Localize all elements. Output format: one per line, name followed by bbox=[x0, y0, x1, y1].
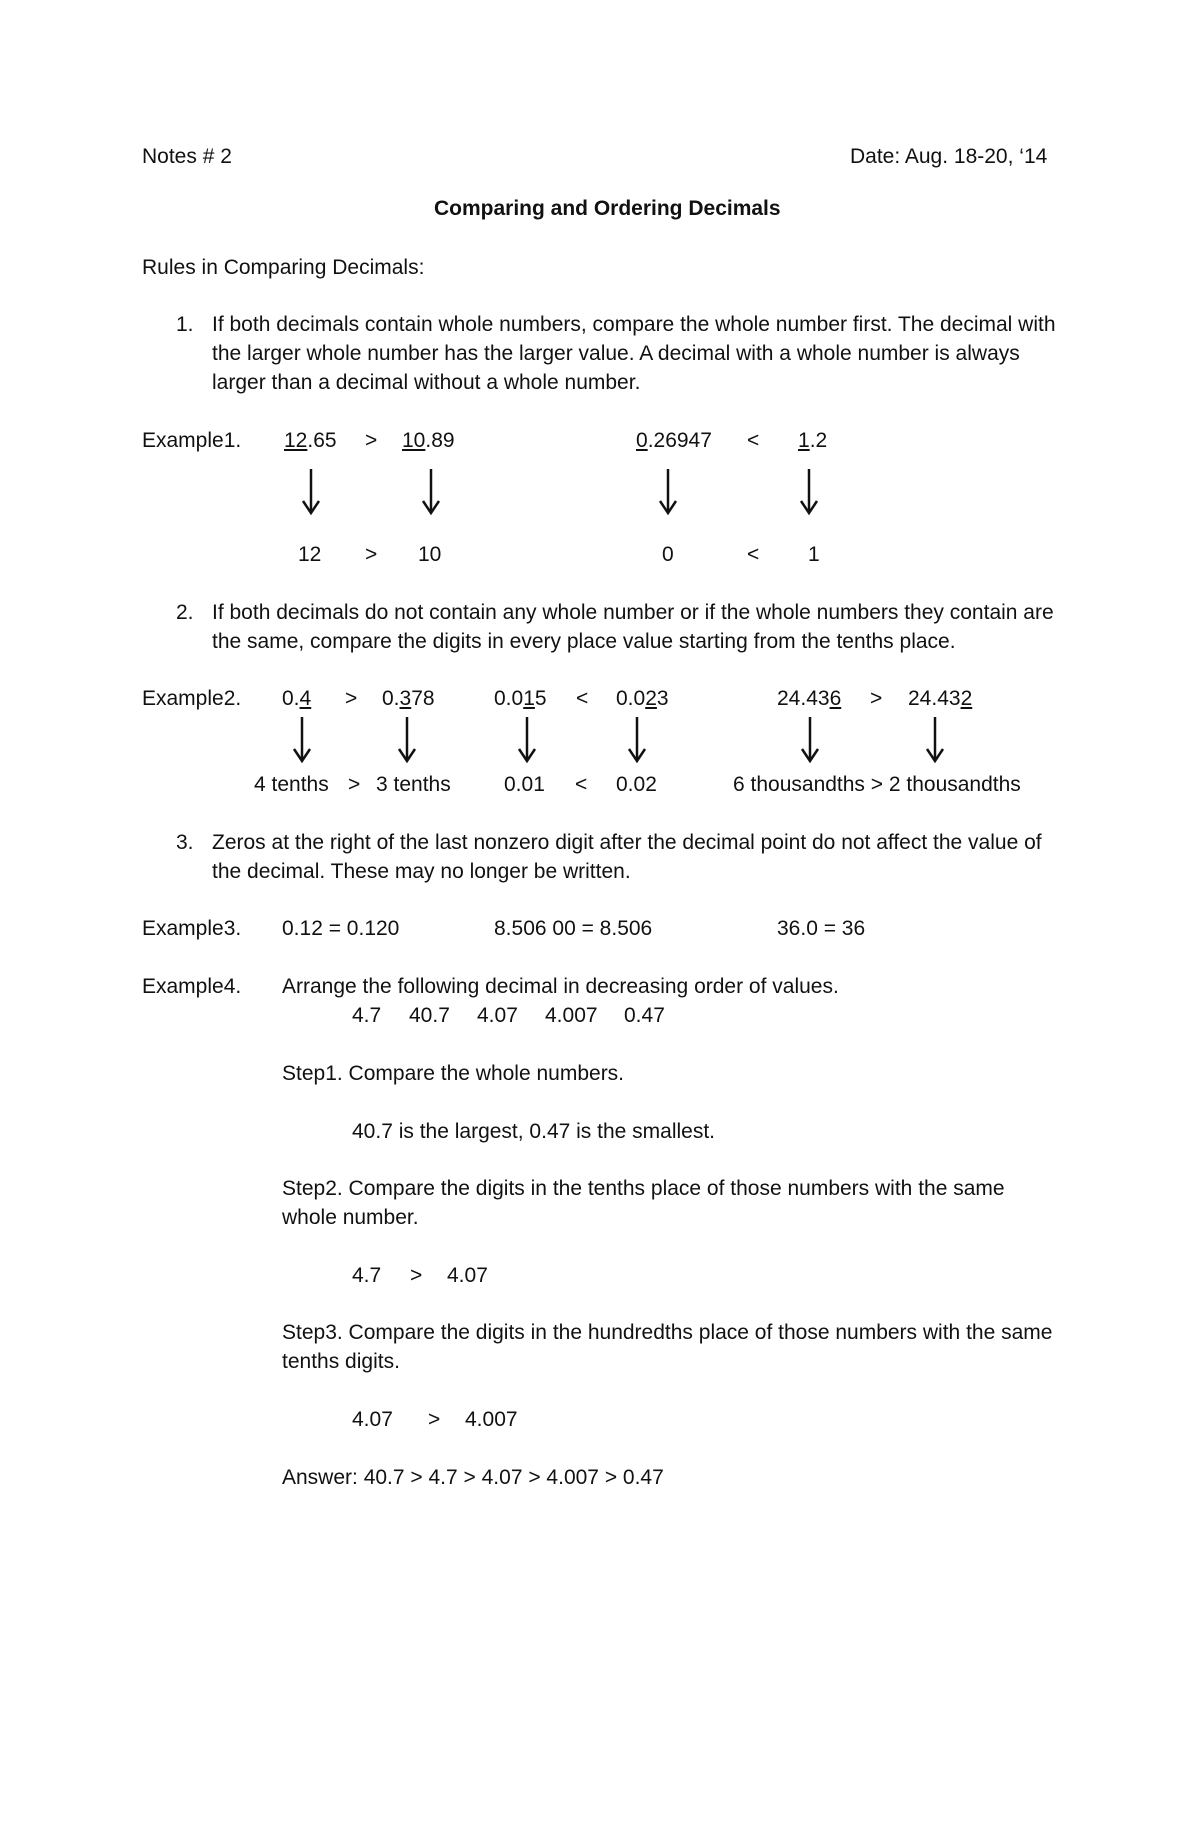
rule-1-text: If both decimals contain whole numbers, compare the whole number first. The decimal with the larger whole number has the larger value. A decimal with a whole number is always larger than a decimal without a whole number. bbox=[212, 313, 1056, 394]
example-2-decimal-d: 0.023 bbox=[616, 687, 669, 710]
rule-3-number: 3. bbox=[176, 831, 194, 854]
example-2-result-operator-2: < bbox=[575, 773, 588, 796]
example-1-decimal-d: 1.2 bbox=[798, 429, 828, 452]
down-arrow-icon bbox=[292, 715, 312, 765]
underlined-digit: 1 bbox=[798, 429, 810, 452]
example-1-operator-1: > bbox=[365, 429, 378, 452]
example-3-equation-3: 36.0 = 36 bbox=[777, 917, 866, 940]
example-4-number: 0.47 bbox=[624, 1004, 665, 1027]
example-1-result-3: 0 bbox=[662, 543, 674, 566]
step-3-value-b: 4.007 bbox=[465, 1408, 518, 1431]
example-4-number: 40.7 bbox=[409, 1004, 450, 1027]
example-2-result-1: 4 tenths bbox=[254, 773, 329, 796]
example-1-result-2: 10 bbox=[418, 543, 442, 566]
underlined-digit: 12 bbox=[284, 429, 308, 452]
down-arrow-icon bbox=[397, 715, 417, 765]
example-3-label: Example3. bbox=[142, 917, 242, 940]
answer-text: Answer: 40.7 > 4.7 > 4.07 > 4.007 > 0.47 bbox=[282, 1466, 664, 1489]
example-2-result-4: 0.02 bbox=[616, 773, 657, 796]
down-arrow-icon bbox=[925, 715, 945, 765]
example-1-result-4: 1 bbox=[808, 543, 820, 566]
notes-date: Date: Aug. 18-20, ‘14 bbox=[850, 145, 1048, 168]
underlined-digit: 10 bbox=[402, 429, 426, 452]
example-2-decimal-a: 0.4 bbox=[282, 687, 312, 710]
example-2-result-operator-1: > bbox=[348, 773, 361, 796]
example-2-decimal-f: 24.432 bbox=[908, 687, 973, 710]
step-1-result: 40.7 is the largest, 0.47 is the smallest. bbox=[352, 1120, 716, 1143]
example-1-decimal-a: 12.65 bbox=[284, 429, 337, 452]
down-arrow-icon bbox=[301, 467, 321, 517]
underlined-digit: 6 bbox=[829, 687, 842, 710]
rule-2-number: 2. bbox=[176, 601, 194, 624]
underlined-digit: 2 bbox=[645, 687, 657, 710]
step-3-operator: > bbox=[428, 1408, 441, 1431]
step-2-text: Step2. Compare the digits in the tenths place of those numbers with the same whole number. bbox=[282, 1177, 1005, 1229]
example-1-label: Example1. bbox=[142, 429, 242, 452]
example-4-number: 4.7 bbox=[352, 1004, 382, 1027]
rule-3-text: Zeros at the right of the last nonzero digit after the decimal point do not affect the value of the decimal. These may no longer be written. bbox=[212, 831, 1042, 883]
rule-2-text: If both decimals do not contain any whole number or if the whole numbers they contain are the same, compare the digits in every place value starting from the tenths place. bbox=[212, 601, 1054, 653]
underlined-digit: 4 bbox=[299, 687, 312, 710]
example-1-result-operator-2: < bbox=[747, 543, 760, 566]
step-1-text: Step1. Compare the whole numbers. bbox=[282, 1062, 625, 1085]
step-2-operator: > bbox=[410, 1264, 423, 1287]
step-2-value-a: 4.7 bbox=[352, 1264, 382, 1287]
example-1-result-operator-1: > bbox=[365, 543, 378, 566]
down-arrow-icon bbox=[421, 467, 441, 517]
notes-number: Notes # 2 bbox=[142, 145, 232, 168]
step-3-value-a: 4.07 bbox=[352, 1408, 393, 1431]
example-2-decimal-c: 0.015 bbox=[494, 687, 547, 710]
example-4-instruction: Arrange the following decimal in decreasing order of values. bbox=[282, 975, 839, 998]
example-1-decimal-b: 10.89 bbox=[402, 429, 455, 452]
example-4-number: 4.007 bbox=[545, 1004, 598, 1027]
rules-heading: Rules in Comparing Decimals: bbox=[142, 256, 425, 279]
underlined-digit: 1 bbox=[523, 687, 535, 710]
example-1-decimal-c: 0.26947 bbox=[636, 429, 712, 452]
down-arrow-icon bbox=[800, 715, 820, 765]
down-arrow-icon bbox=[627, 715, 647, 765]
example-4-number: 4.07 bbox=[477, 1004, 518, 1027]
example-2-operator-2: < bbox=[576, 687, 589, 710]
underlined-digit: 2 bbox=[960, 687, 973, 710]
example-2-result-3: 0.01 bbox=[504, 773, 545, 796]
example-2-operator-3: > bbox=[870, 687, 883, 710]
page-title: Comparing and Ordering Decimals bbox=[434, 197, 781, 220]
example-4-label: Example4. bbox=[142, 975, 242, 998]
down-arrow-icon bbox=[658, 467, 678, 517]
example-1-result-1: 12 bbox=[298, 543, 322, 566]
down-arrow-icon bbox=[517, 715, 537, 765]
step-2-value-b: 4.07 bbox=[447, 1264, 488, 1287]
down-arrow-icon bbox=[799, 467, 819, 517]
example-1-operator-2: < bbox=[747, 429, 760, 452]
step-3-text: Step3. Compare the digits in the hundredths place of those numbers with the same tenths digits. bbox=[282, 1321, 1053, 1373]
underlined-digit: 3 bbox=[399, 687, 412, 710]
example-2-result-5: 6 thousandths > 2 thousandths bbox=[733, 773, 1021, 796]
example-2-result-2: 3 tenths bbox=[376, 773, 451, 796]
example-2-decimal-b: 0.378 bbox=[382, 687, 435, 710]
example-2-operator-1: > bbox=[345, 687, 358, 710]
rule-1-number: 1. bbox=[176, 313, 194, 336]
example-3-equation-1: 0.12 = 0.120 bbox=[282, 917, 400, 940]
underlined-digit: 0 bbox=[636, 429, 648, 452]
example-2-label: Example2. bbox=[142, 687, 242, 710]
example-3-equation-2: 8.506 00 = 8.506 bbox=[494, 917, 653, 940]
example-2-decimal-e: 24.436 bbox=[777, 687, 842, 710]
